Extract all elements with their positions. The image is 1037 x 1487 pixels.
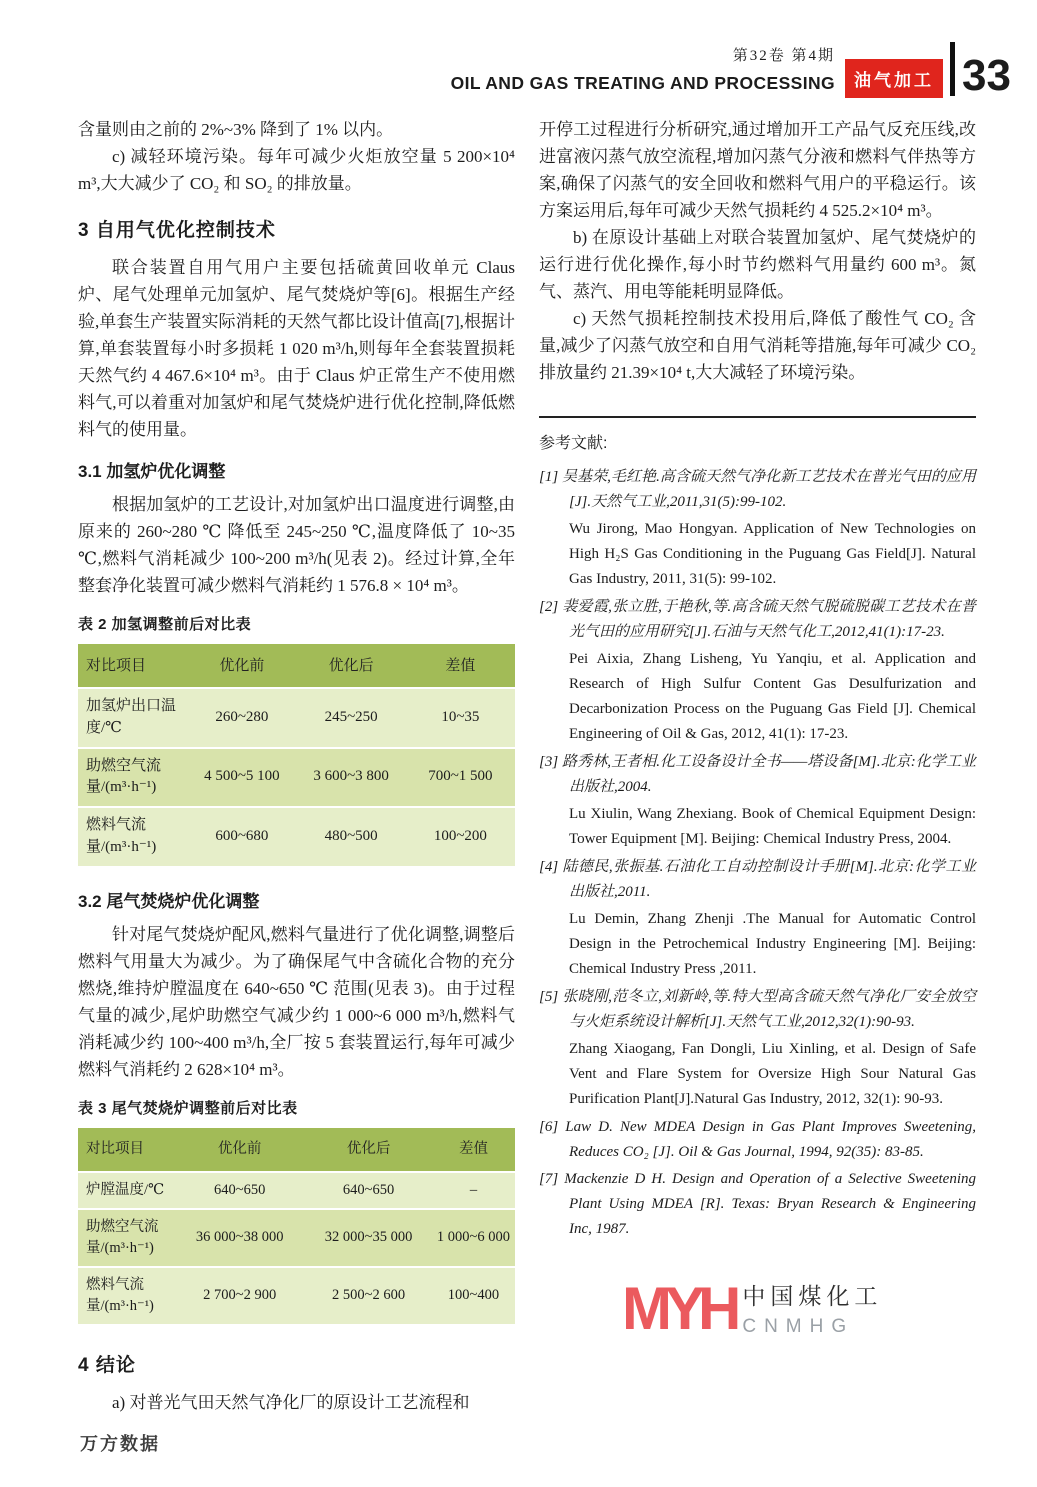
- paragraph-section-3: 联合装置自用气用户主要包括硫黄回收单元 Claus 炉、尾气处理单元加氢炉、尾气焚烧炉等[6]。根据生产经验,单套生产装置实际消耗的天然气都比设计值高[7],根据计算,单套装置每小时多损耗 1 020 m³/h,则每年全套装置损耗天然气约 4 467.6×10⁴ m³。由于 Claus 炉正常生产不使用燃料气,可以着重对加氢炉和尾气焚烧炉进行优化控制,降低燃料气的使用量。: [78, 258, 515, 439]
- paragraph-section-3-2: 针对尾气焚烧炉配风,燃料气量进行了优化调整,调整后燃料气用量大为减少。为了确保尾气中含硫化合物的充分燃烧,维持炉膛温度在 640~650 ℃ 范围(见表 3)。由于过程气量的减少,尾炉助燃空气减少约 1 000~6 000 m³/h,燃料气消耗减少约 100~400 m³/h,全厂按 5 套装置运行,每年可减少燃料气消耗约 2 628×10⁴ m³。: [78, 924, 515, 1079]
- section-heading-4: 4 结论: [78, 1354, 136, 1376]
- reference-item: [539, 1167, 976, 1242]
- table-cell-label: 加氢炉出口温度/℃: [78, 688, 187, 748]
- table-cell-after: 2 500~2 600: [305, 1267, 432, 1325]
- reference-main-text: [4] 陆德民,张振基.石油化工自动控制设计手册[M].北京:化学工业出版社,2011.: [539, 859, 976, 900]
- section-heading-3-2: 3.2 尾气焚烧炉优化调整: [78, 891, 260, 911]
- reference-item: [539, 595, 976, 747]
- reference-translation: Pei Aixia, Zhang Lisheng, Yu Yanqiu, et al. Application and Research of High Sulfur Content Gas Desulfurization and Decarbonization Process on the Puguang Gas Field [J]. Chemical Engineering of Oil & Gas, 2012, 41(1): 17-23.: [569, 651, 976, 742]
- header-text-block: [451, 44, 835, 96]
- references-list: [539, 465, 976, 1242]
- watermark-name-cn: 中国煤化工: [742, 1283, 883, 1309]
- table-cell-diff: 100~400: [432, 1267, 515, 1325]
- table-header-cell: 差值: [432, 1128, 515, 1172]
- references-divider: [539, 416, 976, 418]
- table-cell-before: 640~650: [174, 1172, 305, 1209]
- paragraph-continued: 含量则由之前的 2%~3% 降到了 1% 以内。: [78, 120, 394, 139]
- section-heading-3: 3 自用气优化控制技术: [78, 220, 276, 241]
- table-header-cell: 差值: [406, 644, 515, 688]
- table-3-header-row: [78, 1128, 515, 1172]
- reference-main-text: [7] Mackenzie D H. Design and Operation of a Selective Sweetening Plant Using MDEA [R]. Texas: Bryan Research & Engineering Inc, 1987.: [539, 1171, 976, 1237]
- table-cell-after: 245~250: [297, 688, 406, 748]
- table-cell-after: 3 600~3 800: [297, 748, 406, 808]
- table-row: [78, 1172, 515, 1209]
- watermark-name-en: CNMHG: [742, 1316, 855, 1337]
- table-header-cell: 优化前: [174, 1128, 305, 1172]
- table-cell-diff: 700~1 500: [406, 748, 515, 808]
- table-cell-label: 炉膛温度/℃: [78, 1172, 174, 1209]
- table-cell-diff: –: [432, 1172, 515, 1209]
- table-cell-diff: 100~200: [406, 807, 515, 867]
- reference-translation: Lu Xiulin, Wang Zhexiang. Book of Chemical Equipment Design: Tower Equipment [M]. Beijing: Chemical Industry Press, 2004.: [569, 806, 976, 847]
- table-3: [78, 1128, 515, 1326]
- reference-item: [539, 855, 976, 982]
- table-3-caption: 表 3 尾气焚烧炉调整前后对比表: [78, 1099, 298, 1117]
- cnmhg-logo-icon: MYH: [622, 1274, 735, 1342]
- paragraph-item-c: c) 减轻环境污染。每年可减少火炬放空量 5 200×10⁴ m³,大大减少了 CO₂ 和 SO₂ 的排放量。: [78, 147, 515, 193]
- table-cell-before: 4 500~5 100: [187, 748, 296, 808]
- paragraph-continued-right: 开停工过程进行分析研究,通过增加开工产品气反充压线,改进富液闪蒸气放空流程,增加闪蒸气分液和燃料气伴热等方案,确保了闪蒸气的安全回收和燃料气用户的平稳运行。该方案运用后,每年可减少天然气损耗约 4 525.2×10⁴ m³。: [539, 120, 976, 220]
- table-2-header-row: [78, 644, 515, 688]
- reference-translation: Wu Jirong, Mao Hongyan. Application of New Technologies on High H₂S Gas Conditioning in the Puguang Gas Field[J]. Natural Gas Industry, 2011, 31(5): 99-102.: [569, 521, 976, 587]
- table-row: [78, 1209, 515, 1267]
- table-cell-before: 36 000~38 000: [174, 1209, 305, 1267]
- table-cell-after: 480~500: [297, 807, 406, 867]
- reference-translation: Zhang Xiaogang, Fan Dongli, Liu Xinling, et al. Design of Safe Vent and Flare System for Oversize High Sour Natural Gas Purification Plant[J].Natural Gas Industry, 2012, 32(1): 90-93.: [569, 1041, 976, 1107]
- reference-main-text: [2] 裴爱霞,张立胜,于艳秋,等.高含硫天然气脱硫脱碳工艺技术在普光气田的应用研究[J].石油与天然气化工,2012,41(1):17-23.: [539, 599, 976, 640]
- header-divider-bar: [950, 42, 955, 96]
- table-row: [78, 748, 515, 808]
- journal-title-en: OIL AND GAS TREATING AND PROCESSING: [450, 73, 836, 93]
- reference-main-text: [6] Law D. New MDEA Design in Gas Plant Improves Sweetening, Reduces CO₂ [J]. Oil & Gas Journal, 1994, 92(35): 83-85.: [539, 1119, 976, 1160]
- reference-item: [539, 465, 976, 592]
- section-heading-3-1: 3.1 加氢炉优化调整: [78, 462, 226, 481]
- reference-item: [539, 985, 976, 1112]
- cnmhg-watermark: [616, 1266, 892, 1350]
- reference-main-text: [5] 张晓刚,范冬立,刘新岭,等.特大型高含硫天然气净化厂安全放空与火炬系统设计解析[J].天然气工业,2012,32(1):90-93.: [539, 989, 976, 1030]
- table-cell-before: 260~280: [187, 688, 296, 748]
- paragraph-item-c-right: c) 天然气损耗控制技术投用后,降低了酸性气 CO₂ 含量,减少了闪蒸气放空和自用气消耗等措施,每年可减少 CO₂ 排放量约 21.39×10⁴ t,大大减轻了环境污染。: [539, 309, 976, 382]
- paragraph-item-b: b) 在原设计基础上对联合装置加氢炉、尾气焚烧炉的运行进行优化操作,每小时节约燃料气用量约 600 m³。氮气、蒸汽、用电等能耗明显降低。: [539, 228, 976, 301]
- references-title: 参考文献:: [539, 435, 608, 452]
- table-row: [78, 1267, 515, 1325]
- table-header-cell: 优化后: [297, 644, 406, 688]
- page-number: 33: [962, 50, 1011, 100]
- table-cell-before: 2 700~2 900: [174, 1267, 305, 1325]
- table-cell-label: 燃料气流量/(m³·h⁻¹): [78, 1267, 174, 1325]
- reference-main-text: [3] 路秀林,王者相.化工设备设计全书——塔设备[M].北京:化学工业出版社,2004.: [539, 754, 976, 795]
- page-header: [450, 42, 1011, 100]
- watermark-text-block: [742, 1278, 882, 1338]
- table-cell-diff: 1 000~6 000: [432, 1209, 515, 1267]
- volume-issue: 第32卷 第4期: [732, 48, 836, 64]
- table-header-cell: 优化前: [187, 644, 296, 688]
- reference-item: [539, 750, 976, 852]
- table-2: [78, 644, 515, 868]
- table-cell-diff: 10~35: [406, 688, 515, 748]
- two-column-body: [78, 116, 976, 1416]
- table-cell-label: 助燃空气流量/(m³·h⁻¹): [78, 748, 187, 808]
- paragraph-section-3-1: 根据加氢炉的工艺设计,对加氢炉出口温度进行调整,由原来的 260~280 ℃ 降低至 245~250 ℃,温度降低了 10~35 ℃,燃料气消耗减少 100~200 m³/h(见表 2)。经过计算,全年整套净化装置可减少燃料气消耗约 1 576.8 × 10⁴ m³。: [78, 495, 515, 595]
- table-header-cell: 对比项目: [78, 644, 187, 688]
- reference-translation: Lu Demin, Zhang Zhenji .The Manual for Automatic Control Design in the Petrochemical Industry Engineering [M]. Beijing: Chemical Industry Press ,2011.: [569, 911, 976, 977]
- right-column: [539, 116, 976, 1416]
- reference-main-text: [1] 吴基荣,毛红艳.高含硫天然气净化新工艺技术在普光气田的应用[J].天然气工业,2011,31(5):99-102.: [539, 469, 976, 510]
- journal-section-badge: 油气加工: [845, 59, 943, 98]
- reference-item: [539, 1115, 976, 1165]
- table-cell-label: 燃料气流量/(m³·h⁻¹): [78, 807, 187, 867]
- table-header-cell: 对比项目: [78, 1128, 174, 1172]
- table-cell-before: 600~680: [187, 807, 296, 867]
- wanfang-data-mark: 万方数据: [80, 1434, 160, 1454]
- table-row: [78, 688, 515, 748]
- table-cell-after: 32 000~35 000: [305, 1209, 432, 1267]
- left-column: [78, 116, 515, 1416]
- table-row: [78, 807, 515, 867]
- paragraph-conclusion-a: a) 对普光气田天然气净化厂的原设计工艺流程和: [112, 1392, 470, 1412]
- table-cell-label: 助燃空气流量/(m³·h⁻¹): [78, 1209, 174, 1267]
- table-header-cell: 优化后: [305, 1128, 432, 1172]
- table-2-caption: 表 2 加氢调整前后对比表: [78, 616, 252, 633]
- table-cell-after: 640~650: [305, 1172, 432, 1209]
